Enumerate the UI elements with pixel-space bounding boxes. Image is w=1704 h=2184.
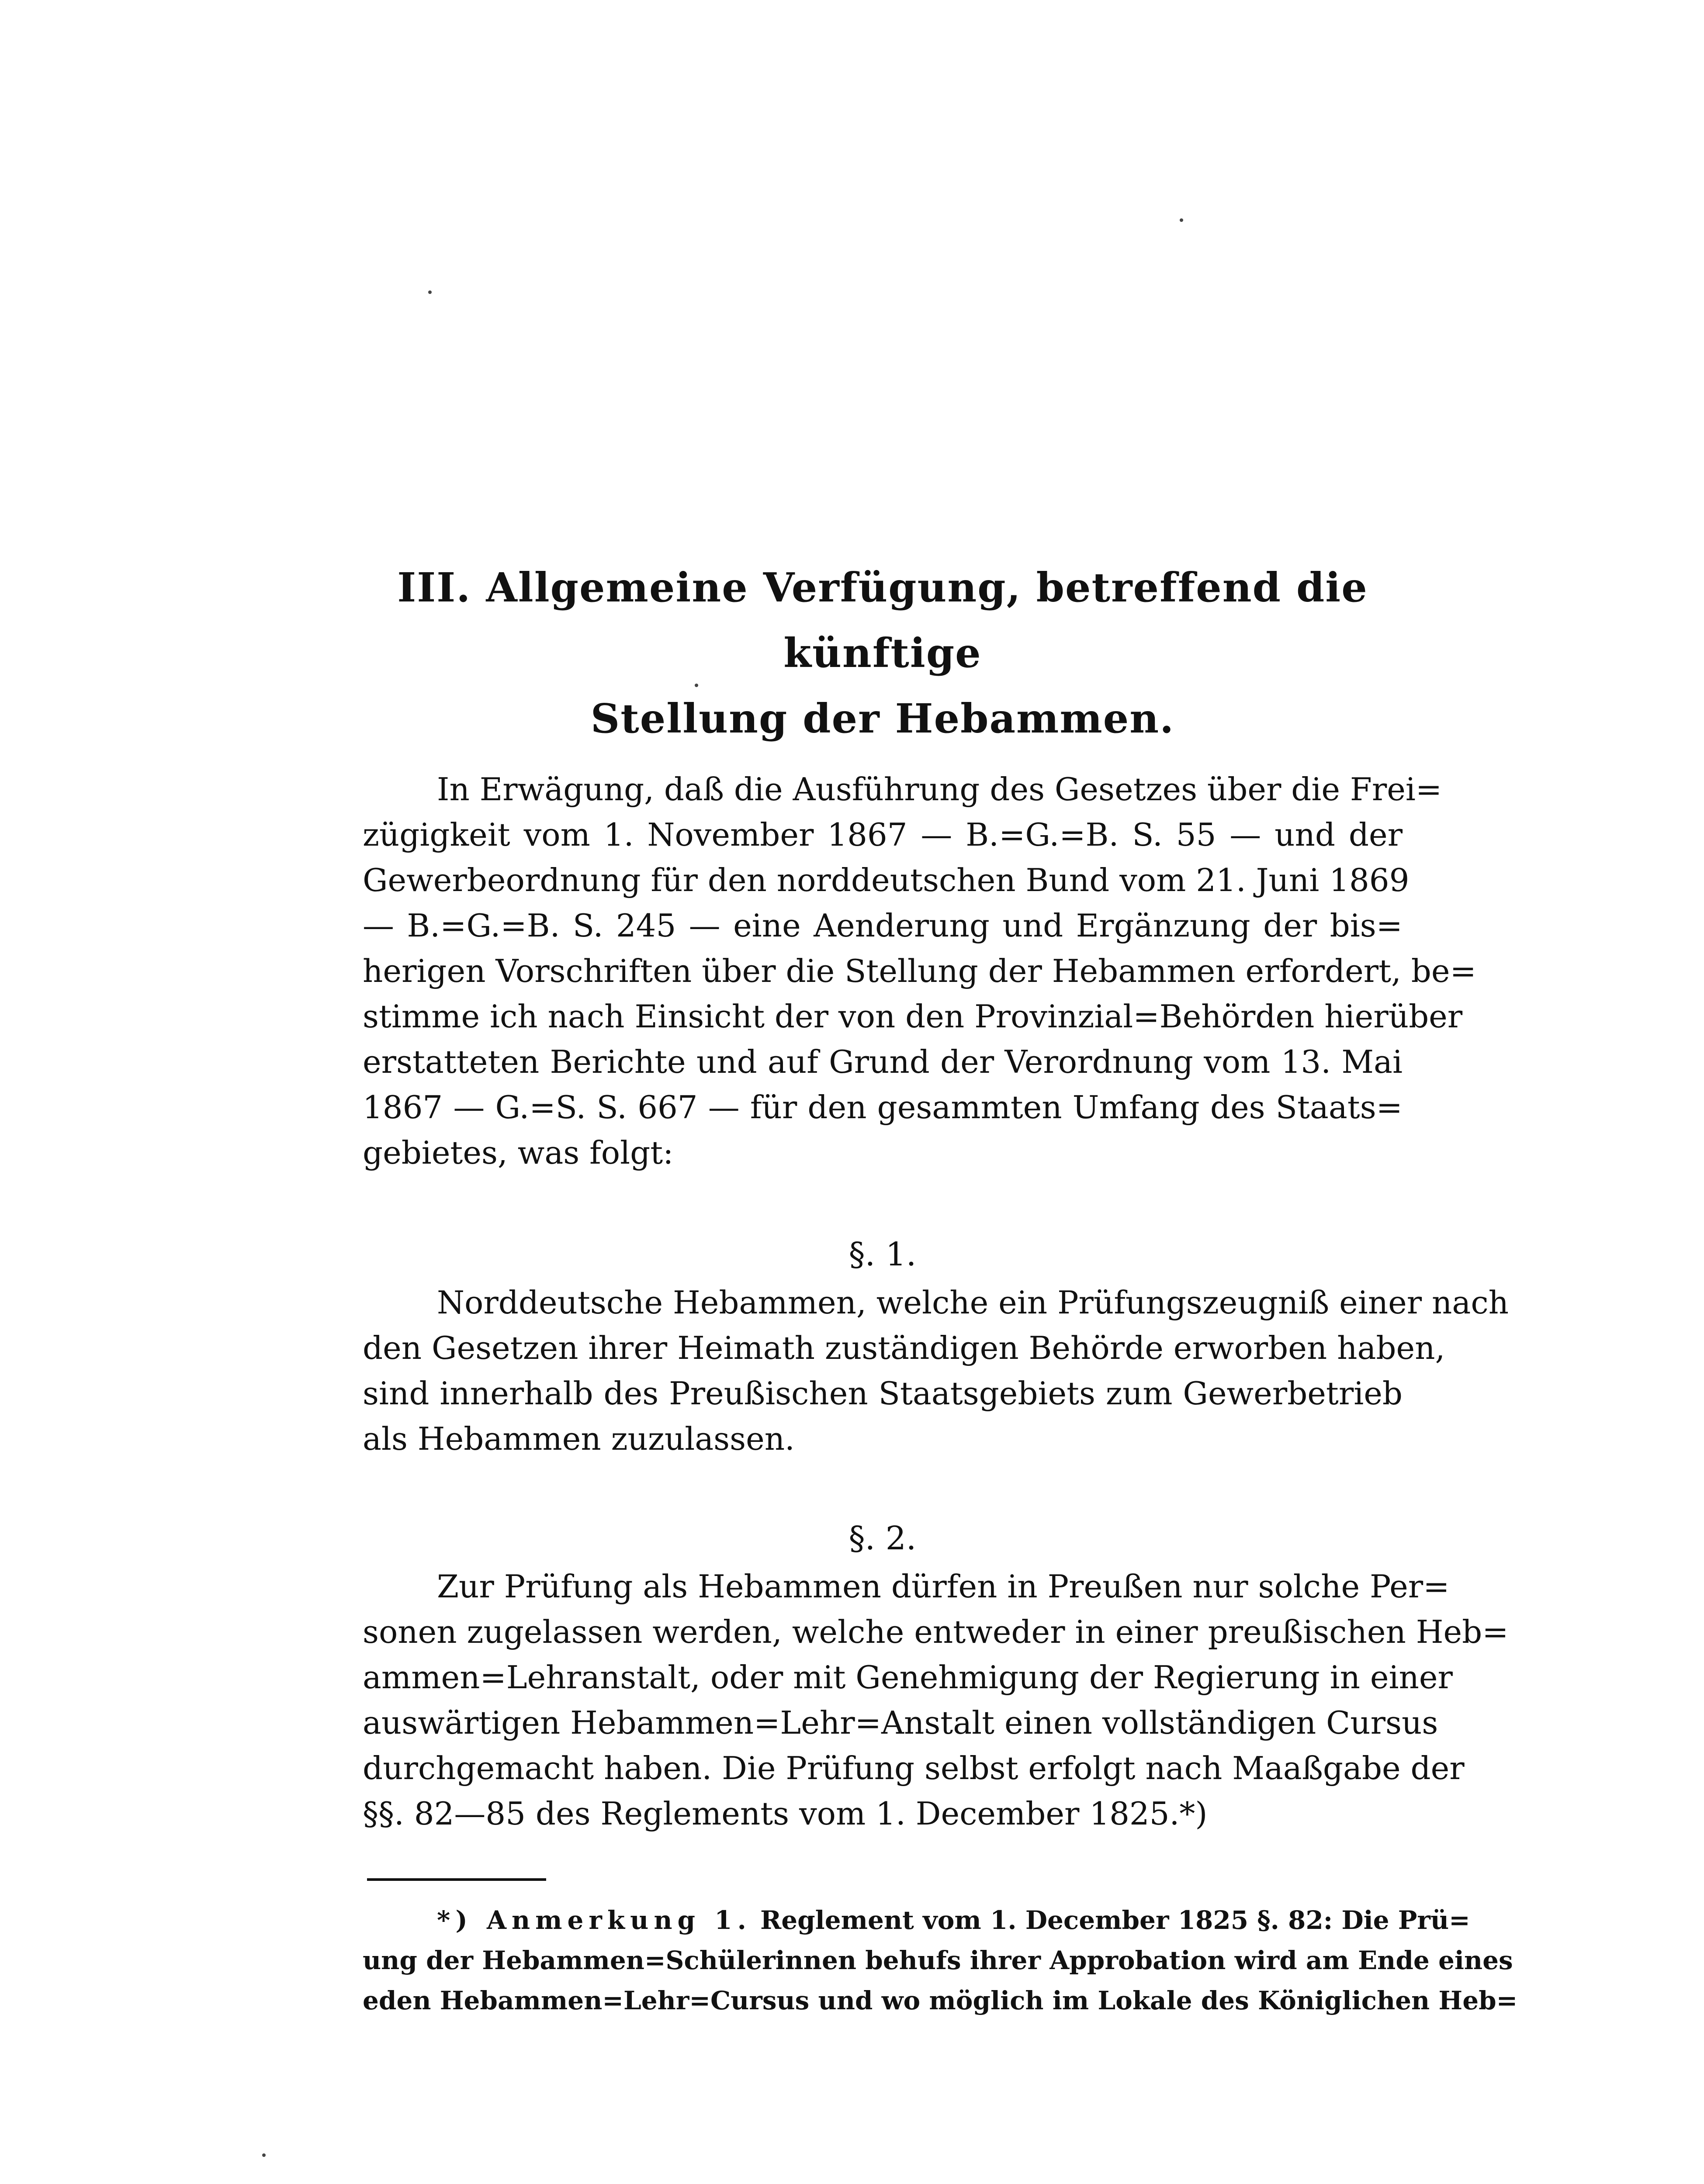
text-line: sonen zugelassen werden, welche entweder in einer preußischen Heb= — [363, 1614, 1509, 1650]
text-line: Gewerbeordnung für den norddeutschen Bund vom 21. Juni 1869 — [363, 862, 1410, 898]
text-line: sind innerhalb des Preußischen Staatsgebiets zum Gewerbetrieb — [363, 1375, 1403, 1412]
text-line: auswärtigen Hebammen=Lehr=Anstalt einen vollständigen Cursus — [363, 1704, 1438, 1741]
heading-line-1: III. Allgemeine Verfügung, betreffend die künftige — [397, 564, 1368, 677]
footnote — [363, 1900, 1518, 2021]
text-line: zügigkeit vom 1. November 1867 — B.=G.=B. S. 55 — und der — [363, 816, 1403, 853]
section-1-title: §. 1. — [849, 1236, 917, 1273]
intro-paragraph — [363, 767, 1476, 1175]
footnote-line-1 — [363, 1900, 1470, 1940]
text-line: durchgemacht haben. Die Prüfung selbst erfolgt nach Maaßgabe der — [363, 1750, 1465, 1787]
text-line: stimme ich nach Einsicht der von den Provinzial=Behörden hierüber — [363, 998, 1463, 1035]
text-line: §§. 82—85 des Reglements vom 1. December 1825.*) — [363, 1795, 1208, 1832]
print-speck — [262, 2153, 266, 2157]
text-line: Norddeutsche Hebammen, welche ein Prüfungszeugniß einer nach — [437, 1284, 1509, 1321]
text-line: als Hebammen zuzulassen. — [363, 1420, 795, 1457]
footnote-line-2: ung der Hebammen=Schülerinnen behufs ihrer Approbation wird am Ende eines — [363, 1946, 1513, 1975]
footnote-line-3: eden Hebammen=Lehr=Cursus und wo möglich im Lokale des Königlichen Heb= — [363, 1986, 1518, 2015]
text-line: 1867 — G.=S. S. 667 — für den gesammten Umfang des Staats= — [363, 1089, 1403, 1126]
text-line: herigen Vorschriften über die Stellung der Hebammen erfordert, be= — [363, 953, 1476, 989]
section-2-paragraph — [363, 1564, 1509, 1836]
heading-line-2: Stellung der Hebammen. — [590, 695, 1175, 742]
text-line: — B.=G.=B. S. 245 — eine Aenderung und Ergänzung der bis= — [363, 907, 1403, 944]
text-line: gebietes, was folgt: — [363, 1134, 674, 1171]
text-line: den Gesetzen ihrer Heimath zuständigen Behörde erworben haben, — [363, 1330, 1445, 1366]
footnote-line-1-text: Reglement vom 1. December 1825 §. 82: Die Prü= — [760, 1905, 1470, 1935]
print-speck — [428, 290, 432, 294]
text-line: erstatteten Berichte und auf Grund der Verordnung vom 13. Mai — [363, 1044, 1403, 1080]
document-heading — [363, 555, 1403, 751]
section-2-title: §. 2. — [849, 1520, 917, 1557]
print-speck — [1180, 218, 1183, 222]
text-line: Zur Prüfung als Hebammen dürfen in Preußen nur solche Per= — [437, 1568, 1450, 1605]
footnote-divider — [367, 1878, 546, 1881]
footnote-label: *) Anmerkung 1. — [437, 1905, 752, 1935]
section-1-paragraph — [363, 1280, 1509, 1462]
text-line: ammen=Lehranstalt, oder mit Genehmigung der Regierung in einer — [363, 1659, 1453, 1696]
text-line: In Erwägung, daß die Ausführung des Gesetzes über die Frei= — [437, 771, 1442, 808]
